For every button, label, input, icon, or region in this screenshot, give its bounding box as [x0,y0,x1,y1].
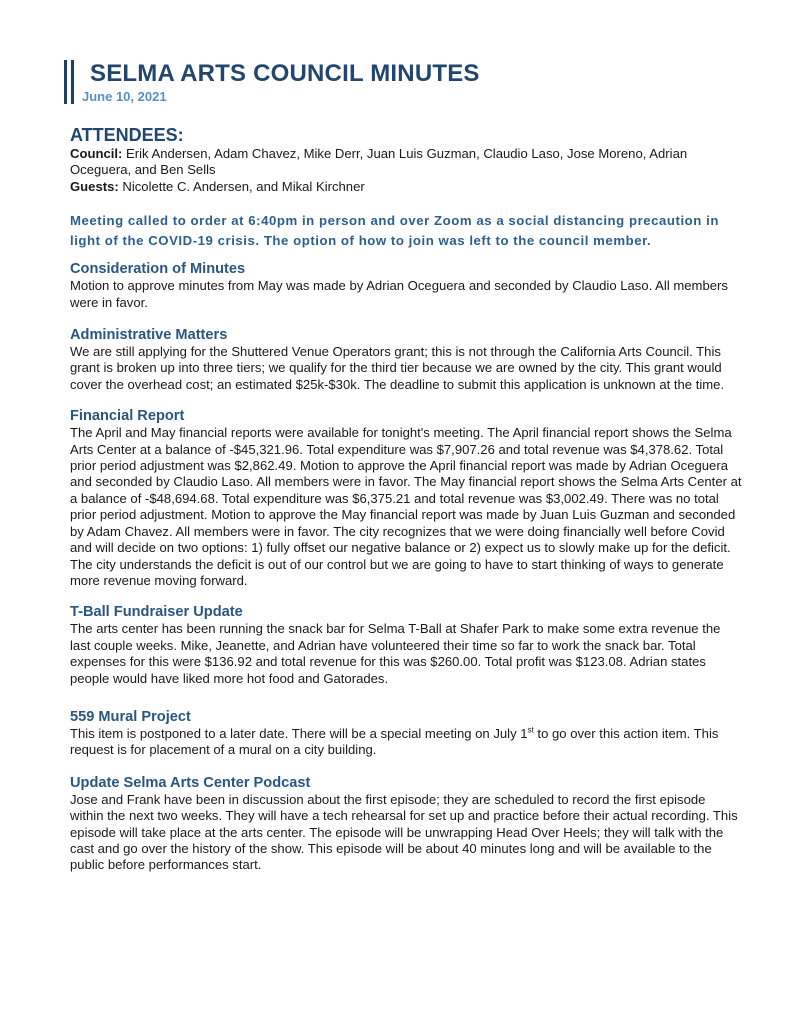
mural-text-after: to go over this action item. This request is for placement of a mural on a city building. [70,725,719,758]
guests-line [70,179,742,195]
attendees-heading: ATTENDEES: [70,125,184,145]
section-heading: Financial Report [70,408,185,425]
council-line [70,146,742,179]
document-title: SELMA ARTS COUNCIL MINUTES [90,60,480,87]
attendees-section [70,124,742,195]
council-label: Council: [70,146,123,161]
section-consideration-of-minutes [70,260,742,311]
section-body [70,726,742,759]
call-to-order-statement: Meeting called to order at 6:40pm in person and over Zoom as a social distancing precaution in light of the COVID-19 crisis. The option of how to join was left to the council member. [70,213,719,248]
section-body: Jose and Frank have been in discussion about the first episode; they are scheduled to record the first episode within the next two weeks. They will have a tech rehearsal for set up and practice before their actual recording. This episode will take place at the arts center. The episode will be unwrapping Head Over Heels; they will talk with the cast and go over the history of the show. This episode will be about 40 minutes long and will be available to the public before performances start. [70,791,738,873]
section-body: We are still applying for the Shuttered Venue Operators grant; this is not through the California Arts Council. This grant is broken up into three tiers; we qualify for the third tier because we are owned by the city. This grant would cover the overhead cost; an estimated $25k-$30k. The deadline to submit this application is unknown at the time. [70,344,725,392]
section-mural-project [70,708,742,759]
section-body: The arts center has been running the snack bar for Selma T-Ball at Shafer Park to make some extra revenue the last couple weeks. Mike, Jeanette, and Adrian have volunteered their time so far to work the snack bar. Total expenses for this were $136.92 and total revenue for this was $260.00. Total profit was $123.08. Adrian states people would have liked more hot food and Gatorades. [70,621,721,686]
guests-names: Nicolette C. Andersen, and Mikal Kirchner [118,178,365,194]
section-heading: Administrative Matters [70,327,228,344]
header-accent-bars [64,60,76,104]
council-names: Erik Andersen, Adam Chavez, Mike Derr, Juan Luis Guzman, Claudio Laso, Jose Moreno, Adrian Oceguera, and Ben Sells [70,146,688,178]
section-heading: Update Selma Arts Center Podcast [70,774,311,791]
document-body [70,124,742,874]
section-heading: T-Ball Fundraiser Update [70,604,243,621]
accent-bar-left [64,60,67,104]
section-heading: 559 Mural Project [70,708,191,725]
section-heading: Consideration of Minutes [70,261,246,278]
section-podcast-update [70,774,742,874]
section-body: The April and May financial reports were available for tonight's meeting. The April financial report shows the Selma Arts Center at a balance of -$45,321.96. Total expenditure was $7,907.26 and total revenue was $4,378.62. Total prior period adjustment was $2,862.49. Motion to approve the April financial report was made by Adrian Oceguera and seconded by Claudio Laso. All members were in favor. The May financial report shows the Selma Arts Center at a balance of -$48,694.68. Total expenditure was $6,375.21 and total revenue was $3,002.49. There was no total prior period adjustment. Motion to approve the May financial report was made by Juan Luis Guzman and seconded by Adam Chavez. All members were in favor. The city recognizes that we were doing financially well before Covid and will decide on two options: 1) fully offset our negative balance or 2) expect us to slowly make up for the deficit. The city understands the deficit is out of our control but we are going to have to start thinking of ways to generate more revenue moving forward. [70,425,742,588]
section-financial-report [70,407,742,589]
section-tball-fundraiser [70,603,742,687]
meeting-date: June 10, 2021 [82,89,167,104]
accent-bar-right [71,60,74,104]
guests-label: Guests: [70,178,119,194]
section-body: Motion to approve minutes from May was made by Adrian Oceguera and seconded by Claudio Laso. All members were in favor. [70,278,728,310]
ordinal-suffix: st [527,725,534,735]
mural-text-before: This item is postponed to a later date. There will be a special meeting on July 1 [70,725,528,741]
section-administrative-matters [70,326,742,393]
